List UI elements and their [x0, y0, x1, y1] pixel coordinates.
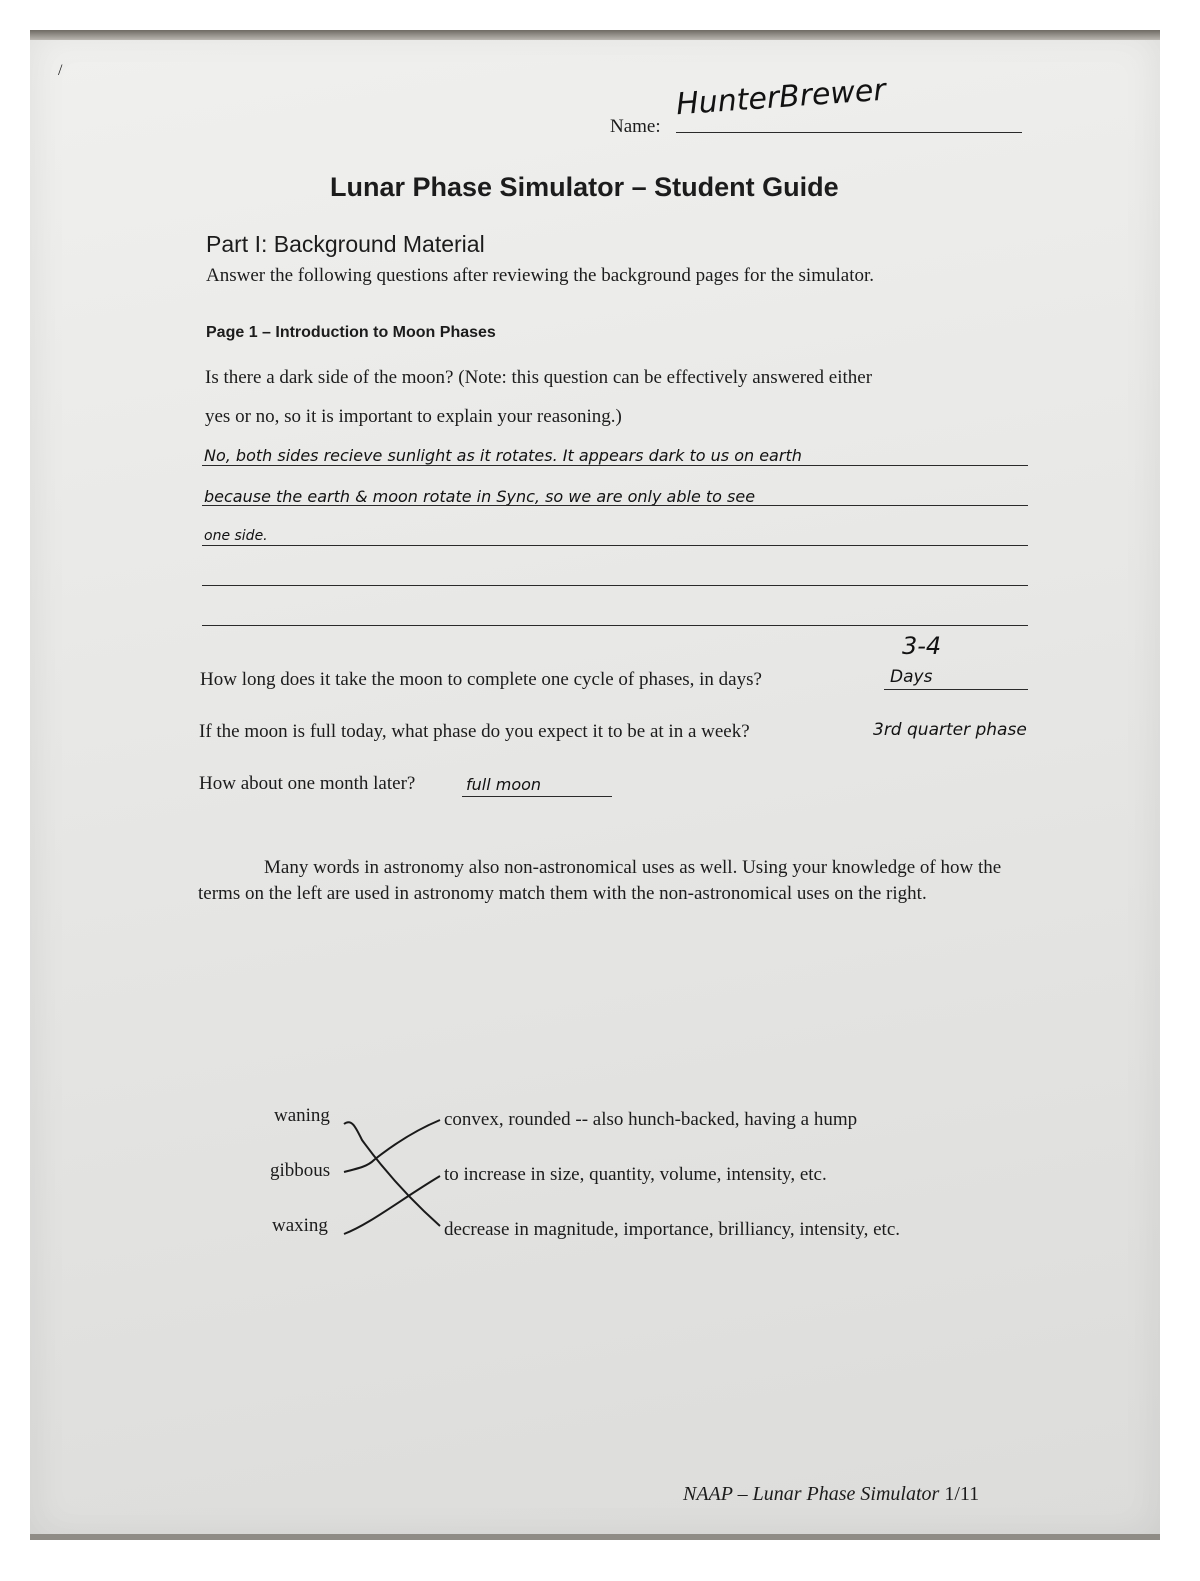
answer-month: full moon: [466, 775, 542, 794]
question-month: How about one month later?: [199, 773, 416, 794]
match-line-waning: [344, 1122, 440, 1226]
footer-page-number: 1/11: [944, 1483, 980, 1505]
part-heading: Part I: Background Material: [206, 231, 485, 257]
match-line-waxing: [344, 1176, 440, 1234]
answer-week: 3rd quarter phase: [873, 720, 1027, 740]
term-gibbous: gibbous: [270, 1160, 331, 1181]
answer-line-1: No, both sides recieve sunlight as it rotates. It appears dark to us on earth: [204, 446, 802, 465]
definition-convex: convex, rounded -- also hunch-backed, having a hump: [444, 1109, 858, 1130]
match-line-gibbous: [344, 1120, 440, 1172]
footer-course: NAAP – Lunar Phase Simulator: [683, 1483, 940, 1505]
question-cycle: How long does it take the moon to complete one cycle of phases, in days?: [200, 669, 762, 690]
corner-pencil-mark: /: [58, 62, 63, 79]
question-dark-side-line2: yes or no, so it is important to explain your reasoning.): [205, 406, 622, 427]
page-footer: [683, 1483, 979, 1506]
answer-line-3: one side.: [204, 528, 268, 544]
question-dark-side-line1: Is there a dark side of the moon? (Note: this question can be effectively answered either: [205, 367, 873, 388]
question-week: If the moon is full today, what phase do you expect it to be at in a week?: [199, 721, 750, 742]
answer-cycle-number: 3-4: [902, 632, 942, 660]
answer-cycle: Days: [890, 667, 933, 687]
worksheet-title: Lunar Phase Simulator – Student Guide: [330, 172, 839, 202]
definition-decrease: decrease in magnitude, importance, brilliancy, intensity, etc.: [444, 1219, 901, 1240]
definition-increase: to increase in size, quantity, volume, intensity, etc.: [444, 1164, 827, 1185]
student-name-handwritten: HunterBrewer: [675, 72, 887, 123]
part-intro: Answer the following questions after reviewing the background pages for the simulator.: [206, 265, 874, 286]
answer-line-2: because the earth & moon rotate in Sync, so we are only able to see: [204, 487, 756, 506]
term-waxing: waxing: [272, 1215, 328, 1236]
name-label: Name:: [610, 116, 661, 137]
term-waning: waning: [274, 1105, 330, 1126]
matching-instructions: Many words in astronomy also non-astronomical uses as well. Using your knowledge of how the terms on the left are used in astronomy match them with the non-astronomical uses on the right.: [198, 857, 1002, 904]
section-heading: Page 1 – Introduction to Moon Phases: [206, 324, 496, 341]
